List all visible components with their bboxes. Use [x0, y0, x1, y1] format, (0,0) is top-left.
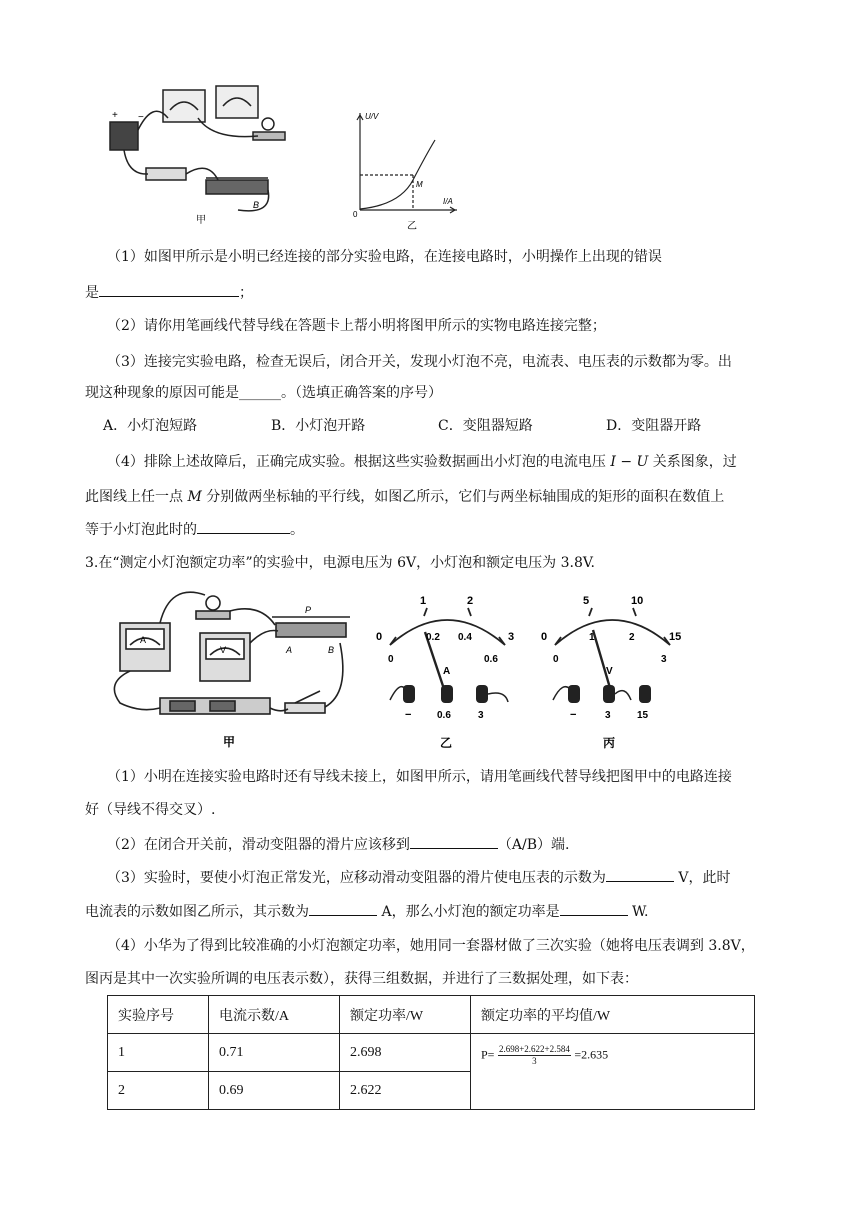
q3-part3-line2 [85, 901, 648, 922]
voltmeter-top-tick-10: 10 [631, 595, 644, 607]
table-average-cell [471, 1034, 755, 1110]
rheostat-b-label: B [253, 200, 260, 210]
figure1-caption-right: 乙 [407, 221, 417, 230]
battery-plus-sign: + [112, 110, 118, 121]
rheostat-p-label: P [305, 605, 312, 615]
q3-title: 3.在“测定小灯泡额定功率”的实验中，电源电压为 6V，小灯泡和额定电压为 3.8V. [85, 555, 595, 571]
average-formula-prefix: P= [481, 1047, 495, 1062]
ammeter-unit-label: A [140, 635, 147, 645]
q2-part4-text-c: 此图线上任一点 [85, 489, 183, 505]
ammeter-terminal-3: 3 [478, 710, 484, 721]
q2-part1-line2 [85, 282, 253, 303]
voltmeter-terminal-15: 15 [637, 710, 649, 721]
ammeter-top-tick-3: 3 [508, 631, 515, 643]
q2-part1-prefix: 是 [85, 285, 99, 301]
q3-part2-prefix: （2）在闭合开关前，滑动变阻器的滑片应该移到 [107, 837, 410, 853]
q2-option-d[interactable]: D．变阻器开路 [606, 418, 702, 434]
q2-part3-line2: 现这种现象的原因可能是______。（选填正确答案的序号） [85, 385, 442, 401]
q3-part3-power-blank[interactable] [560, 901, 628, 916]
q3-part3-suffix: V，此时 [678, 870, 731, 886]
ammeter-terminal-06: 0.6 [437, 710, 451, 721]
table-header-cell: 额定功率/W [340, 996, 471, 1034]
voltmeter-terminal-3: 3 [605, 710, 611, 721]
voltmeter-bottom-tick-2: 2 [629, 632, 635, 643]
q3-part4-line2: 图丙是其中一次实验所调的电压表示数），获得三组数据，并进行了三数据处理，如下表： [85, 971, 638, 987]
rheostat-b-label-q3: B [328, 645, 335, 655]
table-cell: 0.71 [209, 1034, 340, 1072]
q2-part1-suffix: ； [239, 285, 253, 301]
q3-part1-line1: （1）小明在连接实验电路时还有导线未接上，如图甲所示，请用笔画线代替导线把图甲中的电路连接 [107, 769, 732, 785]
q3-part3-prefix: （3）实验时，要使小灯泡正常发光，应移动滑动变阻器的滑片使电压表的示数为 [107, 870, 606, 886]
voltmeter-bottom-tick-3: 3 [661, 654, 667, 665]
ammeter-bottom-tick-3: 0.6 [484, 654, 498, 665]
average-numerator: 2.698+2.622+2.584 [498, 1044, 570, 1054]
voltmeter-top-tick-5: 5 [583, 595, 590, 607]
q3-part2 [107, 834, 569, 855]
ammeter-terminal-neg: − [405, 709, 412, 721]
table-header-cell: 额定功率的平均值/W [471, 996, 755, 1034]
voltmeter-dial-unit: V [606, 666, 613, 677]
q3-part3-line1 [107, 867, 730, 888]
q3-part3-current-blank[interactable] [309, 901, 377, 916]
q2-part4-line1 [107, 452, 737, 472]
table-cell: 1 [108, 1034, 209, 1072]
voltmeter-unit-label: V [220, 645, 227, 655]
q3-caption-b: 乙 [440, 736, 453, 750]
average-fraction [498, 1044, 571, 1067]
voltmeter-top-tick-0: 0 [541, 631, 548, 643]
q2-part2: （2）请你用笔画线代替导线在答题卡上帮小明将图甲所示的实物电路连接完整； [107, 318, 606, 334]
table-header-cell: 实验序号 [108, 996, 209, 1034]
q2-part3-line1: （3）连接完实验电路，检查无误后，闭合开关，发现小灯泡不亮，电流表、电压表的示数都为零。出 [107, 354, 732, 370]
q2-part1-answer-blank[interactable] [99, 282, 239, 297]
q3-part3-text-c: W. [632, 904, 649, 920]
voltmeter-bottom-tick-0: 0 [553, 654, 559, 665]
q3-part4-line1: （4）小华为了得到比较准确的小灯泡额定功率，她用同一套器材做了三次实验（她将电压表调到 3.8V， [107, 938, 755, 954]
q2-part4-line2 [85, 487, 724, 507]
voltmeter-bottom-tick-1: 1 [589, 632, 595, 643]
q2-part4-line3 [85, 519, 304, 540]
q3-part3-text-b: A，那么小灯泡的额定功率是 [381, 904, 560, 920]
q2-option-c[interactable]: C．变阻器短路 [438, 418, 533, 434]
average-result: =2.635 [574, 1047, 609, 1062]
q2-part1-line1: （1）如图甲所示是小明已经连接的部分实验电路，在连接电路时，小明操作上出现的错误 [107, 249, 662, 265]
q3-circuit-figure [100, 583, 360, 748]
table-cell: 2 [108, 1072, 209, 1110]
table-cell: 0.69 [209, 1072, 340, 1110]
q3-part1-line2: 好（导线不得交叉）. [85, 802, 216, 818]
figure1-circuit [98, 80, 298, 225]
ammeter-dial-unit: A [443, 666, 451, 677]
q2-option-a[interactable]: A．小灯泡短路 [103, 418, 198, 434]
q3-part2-suffix: （A/B）端. [497, 837, 570, 853]
ammeter-top-tick-0: 0 [376, 631, 383, 643]
q2-part4-suffix: 。 [290, 522, 304, 538]
table-header-row [108, 996, 755, 1034]
ammeter-top-tick-2: 2 [467, 595, 474, 607]
ammeter-top-tick-1: 1 [420, 595, 427, 607]
average-denominator: 3 [532, 1056, 537, 1066]
graph-y-label: U/V [365, 112, 379, 121]
q3-data-table [107, 995, 755, 1110]
table-cell: 2.622 [340, 1072, 471, 1110]
q2-part4-text-d: 分别做两坐标轴的平行线，如图乙所示，它们与两坐标轴围成的矩形的面积在数值上 [206, 489, 725, 505]
graph-x-label: I/A [443, 197, 453, 206]
table-header-cell: 电流示数/A [209, 996, 340, 1034]
voltmeter-top-tick-15: 15 [669, 631, 682, 643]
battery-minus-sign: − [138, 112, 144, 123]
q3-part3-voltage-blank[interactable] [606, 867, 674, 882]
q2-part4-text-b: 关系图象，过 [652, 454, 737, 470]
q2-part4-prefix: 等于小灯泡此时的 [85, 522, 197, 538]
ammeter-dial-figure [370, 590, 525, 750]
table-cell: 2.698 [340, 1034, 471, 1072]
figure1-graph [345, 105, 465, 230]
q2-part4-math-iu: I − U [610, 454, 649, 470]
q2-part4-text-a: （4）排除上述故障后，正确完成实验。根据这些实验数据画出小灯泡的电流电压 [107, 454, 606, 470]
table-row [108, 1034, 755, 1072]
q3-caption-a: 甲 [223, 735, 236, 748]
graph-origin: 0 [353, 210, 358, 219]
ammeter-bottom-tick-1: 0.2 [426, 632, 440, 643]
q2-part4-math-m: M [187, 489, 202, 505]
q3-part3-text-a: 电流表的示数如图乙所示，其示数为 [85, 904, 309, 920]
graph-point-m: M [416, 180, 423, 189]
voltmeter-dial-figure [535, 590, 690, 750]
ammeter-bottom-tick-0: 0 [388, 654, 394, 665]
q2-option-b[interactable]: B．小灯泡开路 [271, 418, 366, 434]
voltmeter-terminal-neg: − [570, 709, 577, 721]
q3-part2-answer-blank[interactable] [410, 834, 498, 849]
rheostat-a-label: A [286, 645, 293, 655]
ammeter-bottom-tick-2: 0.4 [458, 632, 472, 643]
q2-part4-answer-blank[interactable] [197, 519, 290, 534]
figure1-caption-left: 甲 [196, 215, 206, 225]
q3-caption-c: 丙 [603, 736, 616, 750]
